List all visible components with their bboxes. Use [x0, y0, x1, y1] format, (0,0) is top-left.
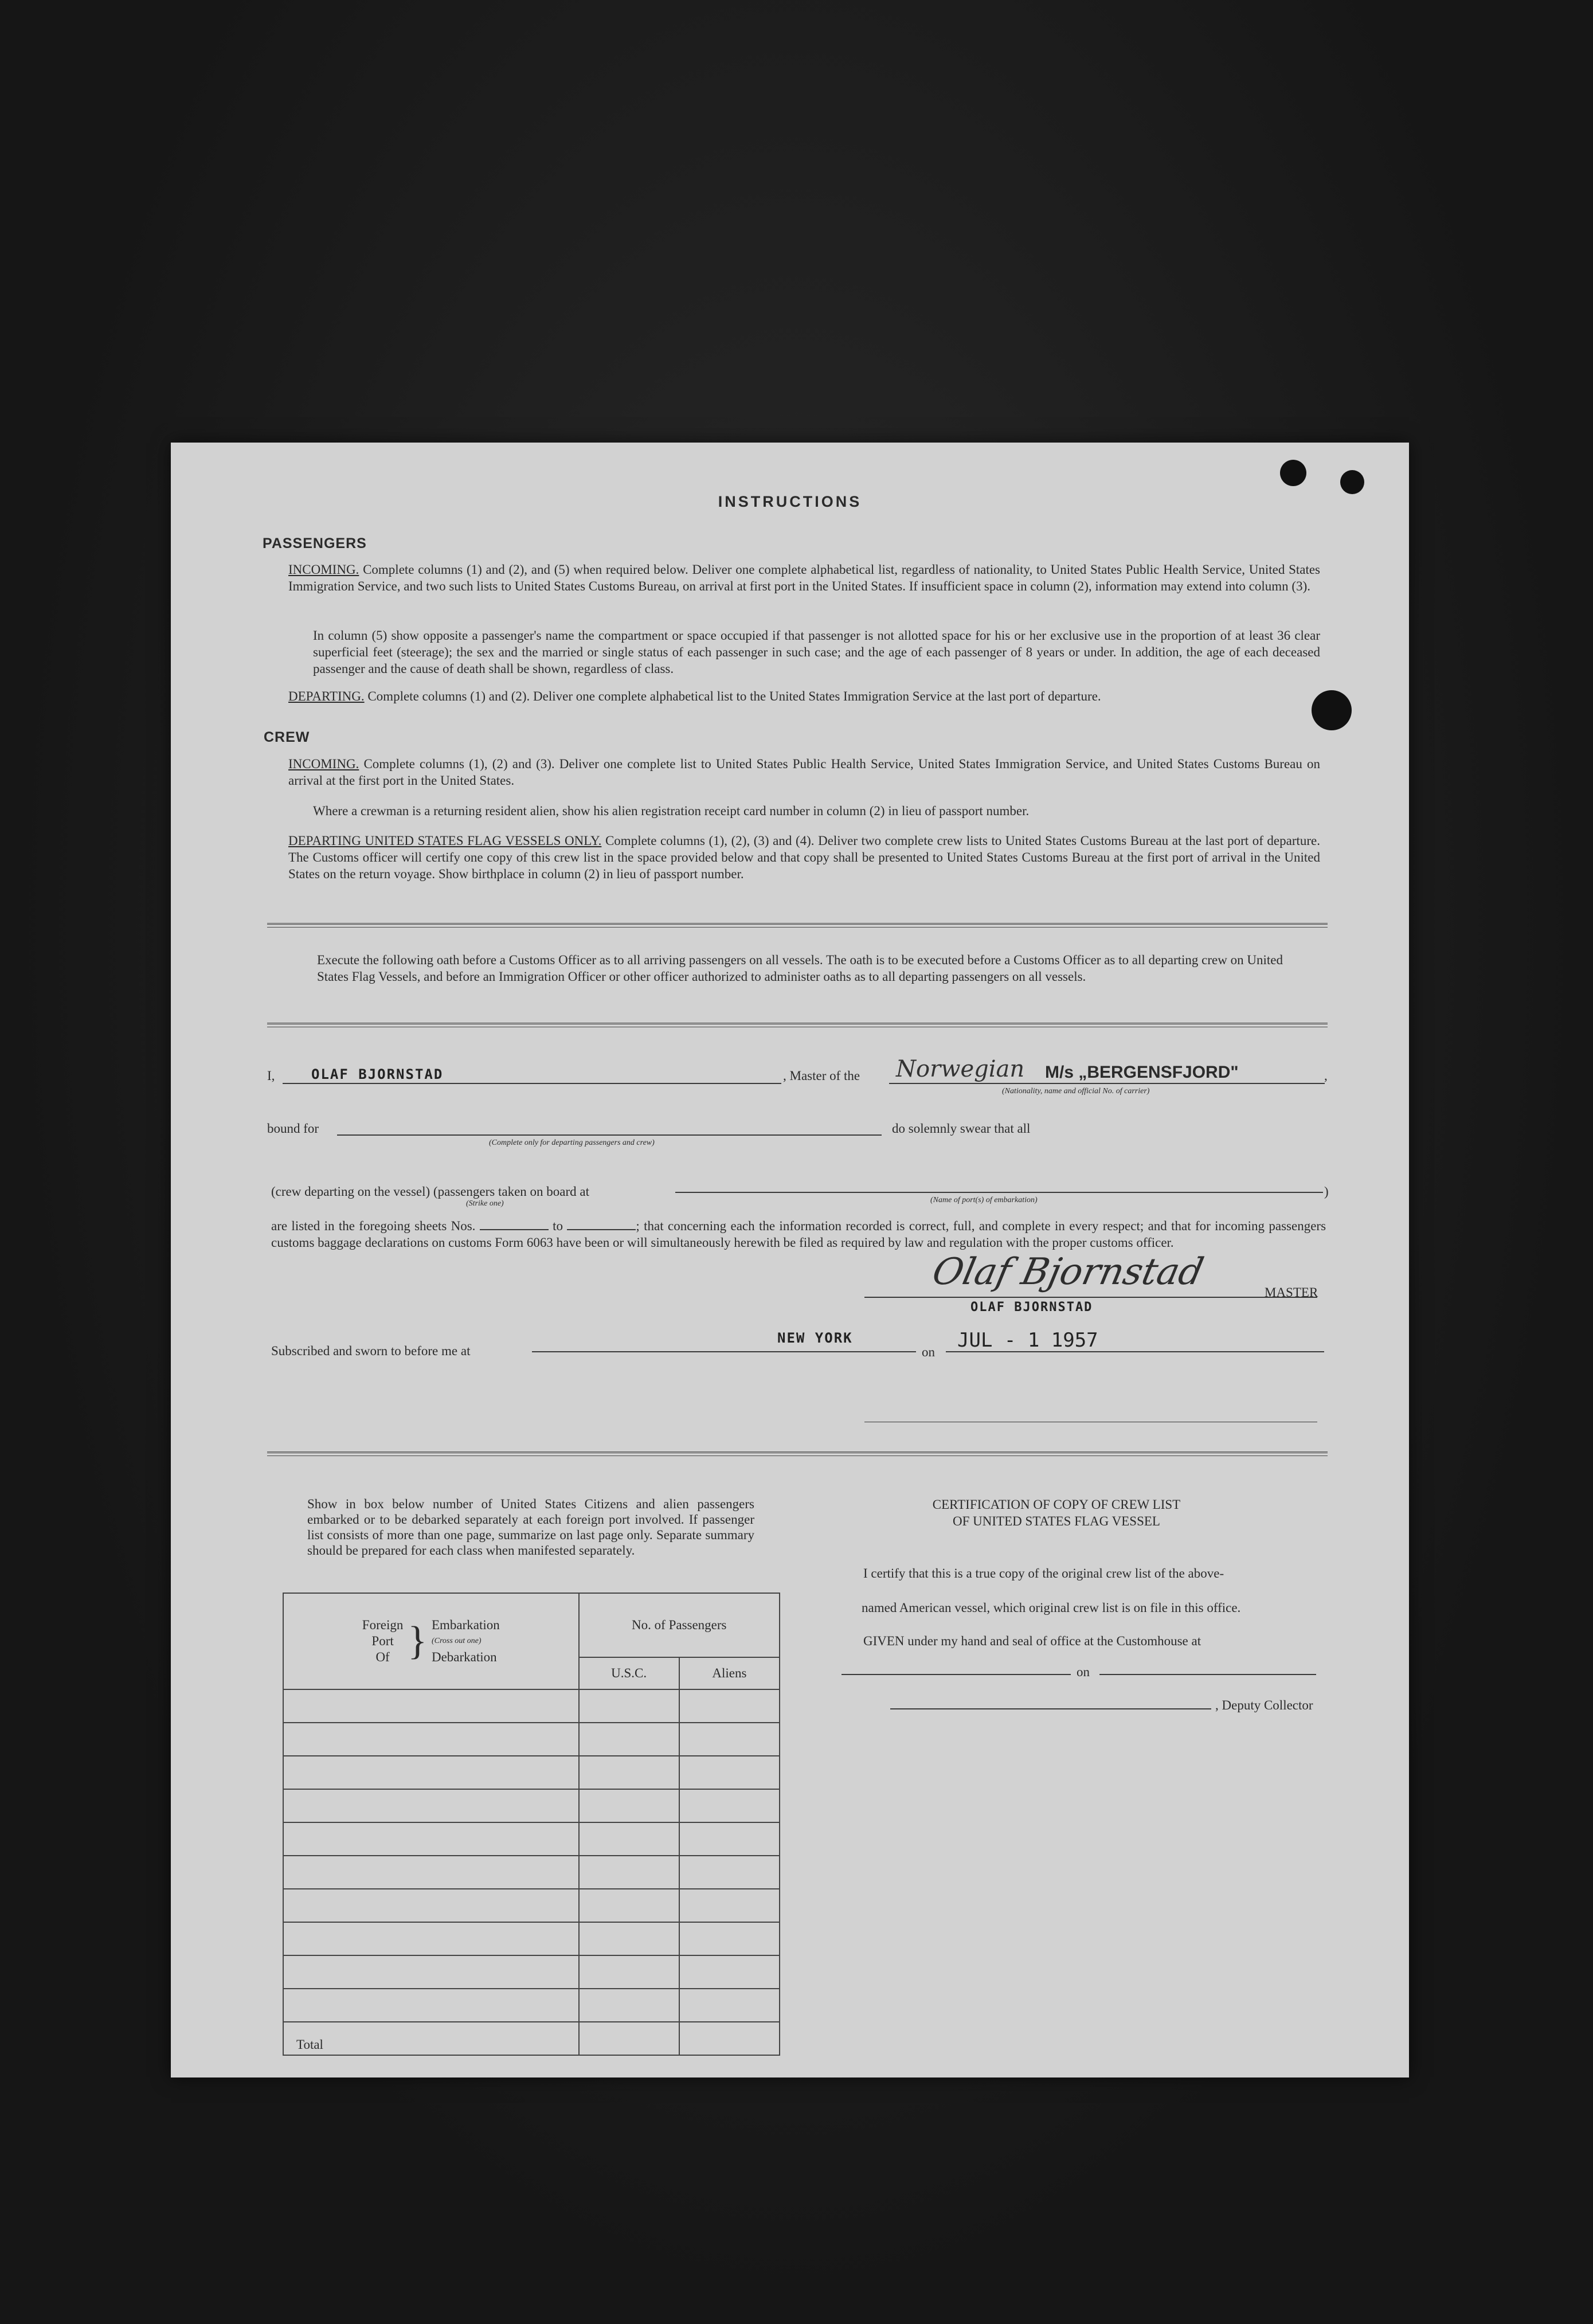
crew-departing — [288, 832, 1320, 882]
bound-for-field[interactable] — [337, 1134, 882, 1136]
sheet-to-field[interactable] — [567, 1229, 636, 1230]
master-name: OLAF BJORNSTAD — [311, 1066, 444, 1082]
oath-i-label: I, — [267, 1069, 275, 1083]
passenger-summary-table — [283, 1593, 780, 2056]
port-caption: (Name of port(s) of embarkation) — [930, 1196, 1038, 1204]
subscribed-label: Subscribed and sworn to before me at — [271, 1344, 471, 1358]
table-row — [283, 1989, 780, 2022]
nationality: Norwegian — [896, 1056, 1025, 1082]
vessel-caption: (Nationality, name and official No. of carrier) — [1002, 1087, 1150, 1096]
listed-text: are listed in the foregoing sheets Nos. to ; that concerning each the information recorded is correct, full, and complete in every respect; and that for incoming passengers customs baggage declarations on customs Form 6063 have been or will simultaneously herewith be filed as required by law and regulation with the proper customs officer. — [271, 1219, 1326, 1250]
certification-text-3: GIVEN under my hand and seal of office at the Customhouse at — [863, 1634, 1201, 1648]
customhouse-field[interactable] — [841, 1674, 1071, 1675]
table-row — [283, 1922, 780, 1955]
departing-text: Complete columns (1) and (2). Deliver one complete alphabetical list to the United States Immigration Service at the last port of departure. — [367, 689, 1101, 703]
crew-incoming-label: INCOMING. — [288, 757, 359, 771]
table-row — [283, 1756, 780, 1789]
port-field[interactable] — [675, 1192, 1323, 1193]
certification-date-field[interactable] — [1099, 1674, 1316, 1675]
table-row — [283, 1889, 780, 1922]
crew-incoming-text: Complete columns (1), (2) and (3). Deliver one complete list to United States Public Health Service, United States Immigration Service, and United States Customs Bureau on arrival at the first port in the United States. — [288, 757, 1321, 788]
table-row — [283, 1723, 780, 1756]
sheet-from-field[interactable] — [480, 1229, 549, 1230]
summary-instruction: Show in box below number of United States Citizens and alien passengers embarked or to be debarked separately at each foreign port involved. If passenger list consists of more than one page, summarize on last page only. Separate summary should be prepared for each class when manifested separately. — [307, 1497, 754, 1558]
certification-text-1: I certify that this is a true copy of the original crew list of the above- — [863, 1566, 1224, 1580]
master-label: MASTER — [1265, 1285, 1318, 1300]
divider — [267, 923, 1328, 928]
deputy-label: , Deputy Collector — [1215, 1698, 1313, 1712]
table-row — [283, 1789, 780, 1822]
table-row — [283, 1955, 780, 1989]
passengers-departing — [288, 688, 1320, 705]
aliens-header: Aliens — [679, 1657, 780, 1689]
deputy-signature-field[interactable] — [890, 1708, 1211, 1709]
certification-text-2: named American vessel, which original crew list is on file in this office. — [862, 1601, 1241, 1615]
page-title: INSTRUCTIONS — [718, 493, 862, 510]
crew-departing-label: (crew departing on the vessel) (passengers taken on board at — [271, 1184, 589, 1199]
crew-heading: CREW — [264, 729, 310, 745]
crew-departing-label: DEPARTING UNITED STATES FLAG VESSELS ONLY. — [288, 834, 602, 848]
passengers-column5: In column (5) show opposite a passenger's name the compartment or space occupied if that passenger is not allotted space for his or her exclusive use in the proportion of at least 36 clear superficial feet (steerage); the sex and the married or single status of each passenger in such case; and the age of each passenger of 8 years or under. In addition, the age of each deceased passenger and the cause of death shall be shown, regardless of class. — [313, 628, 1320, 676]
ink-blot — [1340, 470, 1364, 494]
date: JUL - 1 1957 — [957, 1329, 1098, 1352]
ink-blot — [1280, 460, 1306, 486]
document-sheet: INSTRUCTIONS PASSENGERS INCOMING. Complete columns (1) and (2), and (5) when required below. Deliver one complete alphabetical list, regardless of nationality, to United States Public Health Service, United States Immigration Service, and two such lists to United States Customs Bureau, on arrival at first port in the United States. If insufficient space in column (2), information may extend into column (3). In column (5) show opposite a passenger's name the compartment or space occupied if that passenger is not allotted space for his or her exclusive use in the proportion of at least 36 clear superficial feet (steerage); the sex and the married or single status of each passenger in such case; and the age of each passenger of 8 years or under. In addition, the age of each deceased passenger and the cause of death shall be shown, regardless of class. DEPARTING. Complete columns (1) and (2). Deliver one complete alphabetical list to the United States Immigration Service at the last port of departure. CREW INCOMING. Complete columns (1), (2) and (3). Deliver one complete list to United States Public Health Service, United States Immigration Service, and United States Customs Bureau on arrival at the first port in the United States. Where a crewman is a returning resident alien, show his alien registration receipt card number in column (2) in lieu of passport number. DEPARTING UNITED STATES FLAG VESSELS ONLY. Complete columns (1), (2), (3) and (4). Deliver two complete crew lists to United States Customs Bureau at the last port of departure. The Customs officer will certify one copy of this crew list in the space provided below and that copy shall be presented to United States Customs Bureau at the first port of arrival in the United States on the return voyage. Show birthplace in column (2) in lieu of passport number. Execute the following oath before a Customs Officer as to all arriving passengers on all vessels. The oath is to be executed before a Customs Officer as to all departing crew on United States Flag Vessels, and before an Immigration Officer or other officer authorized to administer oaths as to all departing passengers on all vessels. I, OLAF BJORNSTAD , Master of the Norwegian M/s „BERGENSFJORD" (Nationality, name and official No. of carrier) , bound for (Complete only for departing passengers and crew) do solemnly swear that all (crew departing on the vessel) (passengers taken on board at (Strike one) (Name of port(s) of embarkation) ) are listed in the foregoing sheets Nos. to ; that concerning each the information recorded is correct, full, and complete in every respect; and that for incoming passengers customs baggage declarations on customs Form 6063 have been or will simultaneously herewith be filed as required by law and regulation with the proper customs officer. Olaf Bjornstad OLAF BJORNSTAD MASTER Subscribed and sworn to before me at NEW YORK on JUL - 1 1957 Show in box below number of United States Citizens and alien passengers embarked or to be debarked separately at each foreign port involved. If passenger list consists of more than one page, summarize on last page only. Separate summary should be prepared for each class when manifested separately. Foreign Port Of } Embarkation (Cross out one) Debarkation No. of Passengers U.S.C. Aliens Total CERTIFICATION OF COPY OF CREW LIST OF UNITED STATES FLAG VESSEL I certify that this is a true copy of the original crew list of the above- named American vessel, which original crew list is on file in this office. GIVEN under my hand and seal of office at the Customhouse at on , Deputy Collector — [171, 443, 1409, 2077]
vessel-name: M/s „BERGENSFJORD" — [1045, 1063, 1239, 1082]
passengers-incoming — [288, 561, 1320, 594]
certification-title: CERTIFICATION OF COPY OF CREW LIST OF UNITED STATES FLAG VESSEL — [932, 1497, 1181, 1528]
divider — [267, 1023, 1328, 1027]
incoming-text: Complete columns (1) and (2), and (5) when required below. Deliver one complete alphabetical list, regardless of nationality, to United States Public Health Service, United States Immigration Service, and two such lists to United States Customs Bureau, on arrival at first port in the United States. If insufficient space in column (2), information may extend into column (3). — [288, 562, 1321, 593]
signature-typed: OLAF BJORNSTAD — [970, 1300, 1093, 1314]
departing-label: DEPARTING. — [288, 689, 365, 703]
total-row — [283, 2022, 780, 2055]
crew-departing-text: Complete columns (1), (2), (3) and (4). Deliver two complete crew lists to United States Customs Bureau at the last port of departure. The Customs officer will certify one copy of this crew list in the space provided below and that copy shall be presented to United States Customs Bureau at the first port of arrival in the United States on the return voyage. Show birthplace in column (2) in lieu of passport number. — [288, 834, 1321, 881]
table-row — [283, 1689, 780, 1723]
table-row — [283, 1856, 780, 1889]
incoming-label: INCOMING. — [288, 562, 359, 577]
signature: Olaf Bjornstad — [929, 1251, 1207, 1293]
usc-header: U.S.C. — [579, 1657, 679, 1689]
divider — [267, 1451, 1328, 1456]
table-row — [283, 1822, 780, 1856]
crew-incoming — [288, 756, 1320, 789]
master-of-label: , Master of the — [783, 1069, 860, 1083]
swear-label: do solemnly swear that all — [892, 1121, 1031, 1136]
place: NEW YORK — [777, 1330, 853, 1346]
oath-instruction: Execute the following oath before a Customs Officer as to all arriving passengers on all vessels. The oath is to be executed before a Customs Officer as to all departing crew on United States Flag Vessels, and before an Immigration Officer or other officer authorized to administer oaths as to all departing passengers on all vessels. — [317, 953, 1283, 984]
passengers-header: No. of Passengers — [579, 1593, 780, 1657]
on-label: on — [922, 1345, 935, 1359]
bound-caption: (Complete only for departing passengers and crew) — [489, 1138, 655, 1147]
crew-resident: Where a crewman is a returning resident alien, show his alien registration receipt card number in column (2) in lieu of passport number. — [313, 804, 1030, 818]
total-label: Total — [283, 2022, 579, 2055]
foreign-port-header: Foreign Port Of } Embarkation (Cross out one) Debarkation — [283, 1593, 579, 1689]
bound-label: bound for — [267, 1121, 319, 1136]
strike-caption: (Strike one) — [466, 1199, 504, 1208]
passengers-heading: PASSENGERS — [263, 535, 367, 551]
